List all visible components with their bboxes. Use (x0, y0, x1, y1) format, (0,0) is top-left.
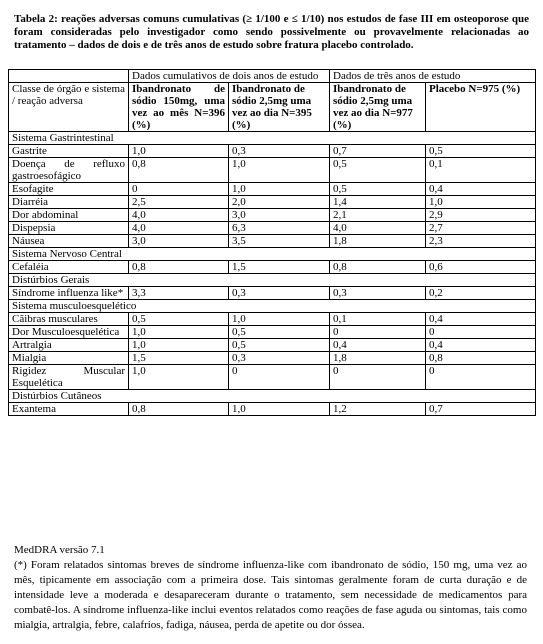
section-row (9, 248, 536, 261)
reaction-label: Dor Musculoesquelética (9, 326, 129, 339)
value-cell: 1,0 (229, 158, 330, 183)
value-cell: 1,0 (129, 339, 229, 352)
value-cell: 0,8 (426, 352, 536, 365)
value-cell: 0,7 (330, 145, 426, 158)
section-row (9, 132, 536, 145)
value-cell: 0,3 (229, 352, 330, 365)
value-cell: 3,3 (129, 287, 229, 300)
value-cell: 0,4 (426, 313, 536, 326)
value-cell: 2,9 (426, 209, 536, 222)
value-cell: 3,0 (129, 235, 229, 248)
section-name: Distúrbios Cutâneos (9, 390, 536, 403)
value-cell: 0 (330, 326, 426, 339)
value-cell: 0,7 (426, 403, 536, 416)
value-cell: 6,3 (229, 222, 330, 235)
reaction-label: Doença de refluxo gastroesofágico (9, 158, 129, 183)
table-row (9, 261, 536, 274)
table-row (9, 313, 536, 326)
section-name: Sistema musculoesquelético (9, 300, 536, 313)
reaction-label: Dor abdominal (9, 209, 129, 222)
value-cell: 3,5 (229, 235, 330, 248)
table-row (9, 235, 536, 248)
value-cell: 0,5 (229, 326, 330, 339)
value-cell: 0,1 (426, 158, 536, 183)
value-cell: 4,0 (129, 222, 229, 235)
reaction-label: Cãibras musculares (9, 313, 129, 326)
table-row (9, 158, 536, 183)
table-row (9, 326, 536, 339)
value-cell: 0,4 (426, 339, 536, 352)
table-row (9, 365, 536, 390)
table-caption: Tabela 2: reações adversas comuns cumulativas (≥ 1/100 e ≤ 1/10) nos estudos de fase III em osteoporose que foram consideradas pelo investigador como sendo possivelmente ou provavelmente relacionadas ao tratamento – dados de dois e de três anos de estudo sobre fratura placebo controlado. (14, 13, 529, 51)
header-group-three-years: Dados de três anos de estudo (330, 70, 536, 83)
value-cell: 0,8 (330, 261, 426, 274)
value-cell: 0,5 (330, 158, 426, 183)
table-row (9, 403, 536, 416)
table-row (9, 222, 536, 235)
table-header-row (9, 83, 536, 132)
table-row (9, 352, 536, 365)
section-name: Distúrbios Gerais (9, 274, 536, 287)
value-cell: 2,7 (426, 222, 536, 235)
value-cell: 0,8 (129, 261, 229, 274)
reaction-label: Cefaléia (9, 261, 129, 274)
value-cell: 1,8 (330, 352, 426, 365)
value-cell: 0,6 (426, 261, 536, 274)
header-group-two-years: Dados cumulativos de dois anos de estudo (129, 70, 330, 83)
value-cell: 1,5 (129, 352, 229, 365)
value-cell: 2,1 (330, 209, 426, 222)
header-placebo: Placebo N=975 (%) (426, 83, 536, 132)
value-cell: 0 (426, 326, 536, 339)
value-cell: 4,0 (129, 209, 229, 222)
reaction-label: Diarréia (9, 196, 129, 209)
value-cell: 0 (229, 365, 330, 390)
value-cell: 1,4 (330, 196, 426, 209)
value-cell: 1,2 (330, 403, 426, 416)
value-cell: 3,0 (229, 209, 330, 222)
value-cell: 0,5 (229, 339, 330, 352)
value-cell: 1,5 (229, 261, 330, 274)
value-cell: 2,3 (426, 235, 536, 248)
reaction-label: Síndrome influenza like* (9, 287, 129, 300)
header-ibandronate-150mg-monthly: Ibandronato de sódio 150mg, uma vez ao mês N=396 (%) (129, 83, 229, 132)
reaction-label: Dispepsia (9, 222, 129, 235)
value-cell: 0,3 (330, 287, 426, 300)
table-row (9, 287, 536, 300)
header-empty-cell (9, 70, 129, 83)
reaction-label: Rigidez Muscular Esquelética (9, 365, 129, 390)
value-cell: 1,0 (229, 313, 330, 326)
value-cell: 1,8 (330, 235, 426, 248)
value-cell: 0 (129, 183, 229, 196)
value-cell: 2,5 (129, 196, 229, 209)
value-cell: 0,4 (330, 339, 426, 352)
table-row (9, 209, 536, 222)
section-row (9, 390, 536, 403)
table-header-group-row (9, 70, 536, 83)
value-cell: 1,0 (129, 326, 229, 339)
value-cell: 1,0 (129, 145, 229, 158)
value-cell: 0,4 (426, 183, 536, 196)
value-cell: 1,0 (129, 365, 229, 390)
table-row (9, 183, 536, 196)
reaction-label: Exantema (9, 403, 129, 416)
section-row (9, 274, 536, 287)
value-cell: 1,0 (426, 196, 536, 209)
table-footer (14, 543, 527, 633)
section-row (9, 300, 536, 313)
value-cell: 0,5 (426, 145, 536, 158)
reaction-label: Náusea (9, 235, 129, 248)
table-row (9, 196, 536, 209)
value-cell: 1,0 (229, 403, 330, 416)
value-cell: 4,0 (330, 222, 426, 235)
value-cell: 0,2 (426, 287, 536, 300)
section-name: Sistema Nervoso Central (9, 248, 536, 261)
value-cell: 0,8 (129, 158, 229, 183)
value-cell: 0 (330, 365, 426, 390)
header-organ-class: Classe de órgão e sistema / reação adversa (9, 83, 129, 132)
section-name: Sistema Gastrintestinal (9, 132, 536, 145)
value-cell: 0,5 (330, 183, 426, 196)
reaction-label: Artralgia (9, 339, 129, 352)
value-cell: 0,5 (129, 313, 229, 326)
value-cell: 0,3 (229, 287, 330, 300)
table-row (9, 339, 536, 352)
table-row (9, 145, 536, 158)
header-ibandronate-2-5mg-daily-2y: Ibandronato de sódio 2,5mg uma vez ao dia N=395 (%) (229, 83, 330, 132)
reaction-label: Gastrite (9, 145, 129, 158)
reaction-label: Mialgia (9, 352, 129, 365)
header-ibandronate-2-5mg-daily-3y: Ibandronato de sódio 2,5mg uma vez ao dia N=977 (%) (330, 83, 426, 132)
value-cell: 0 (426, 365, 536, 390)
value-cell: 0,8 (129, 403, 229, 416)
value-cell: 0,1 (330, 313, 426, 326)
value-cell: 0,3 (229, 145, 330, 158)
adverse-reactions-table (8, 69, 536, 416)
value-cell: 2,0 (229, 196, 330, 209)
footnote: (*) Foram relatados sintomas breves de síndrome influenza-like com ibandronato de sódio, 150 mg, uma vez ao mês, tipicamente em associação com a primeira dose. Tais sintomas geralmente foram de curta duração e de intensidade leve a moderada e desapareceram durante o tratamento, sem necessidade de medicamentos para combatê-los. A síndrome influenza-like inclui eventos relatados como reações de fase aguda ou sintomas, tais como mialgia, artralgia, febre, calafrios, fadiga, náusea, perda de apetite ou dor óssea. (14, 559, 527, 631)
reaction-label: Esofagite (9, 183, 129, 196)
meddra-version: MedDRA versão 7.1 (14, 544, 105, 556)
value-cell: 1,0 (229, 183, 330, 196)
